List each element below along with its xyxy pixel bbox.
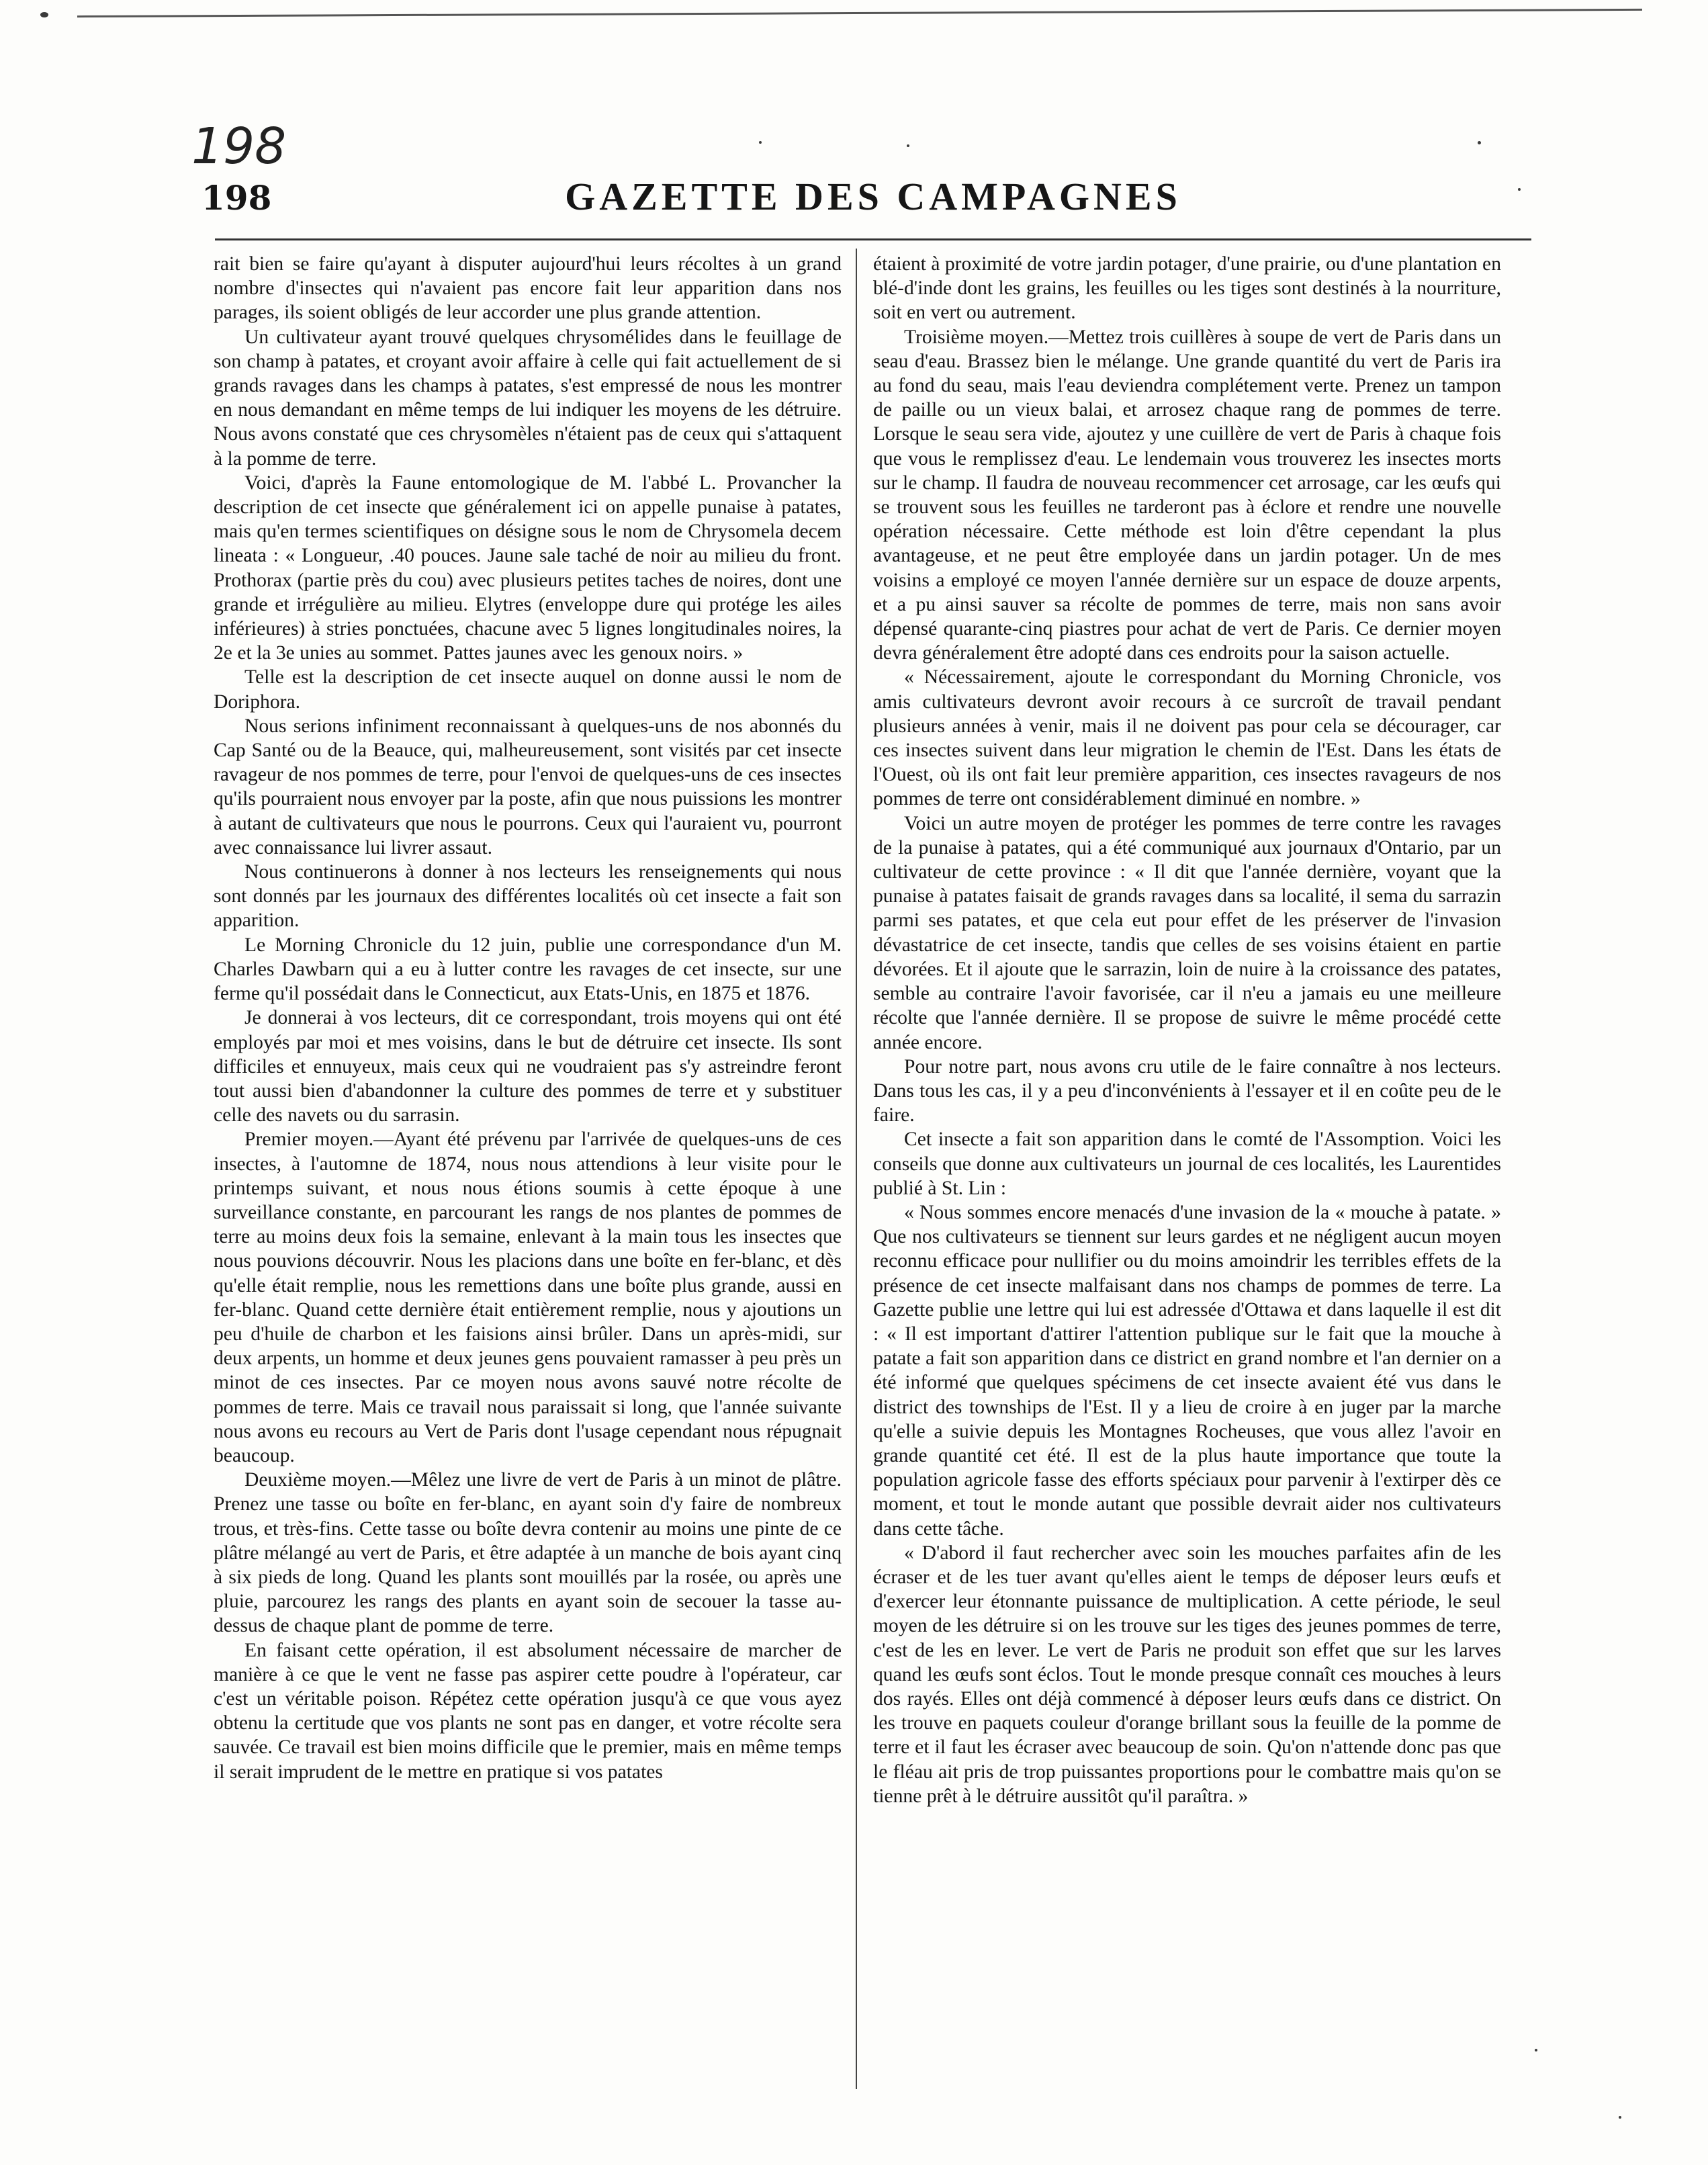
- paragraph: Le Morning Chronicle du 12 juin, publie une correspondance d'un M. Charles Dawbarn qui a eu à lutter contre les ravages de cet insecte, sur une ferme qu'il possédait dans le Connecticut, aux Etats-Unis, en 1875 et 1876.: [214, 934, 842, 1005]
- paragraph: Un cultivateur ayant trouvé quelques chrysomélides dans le feuillage de son champ à patates, et croyant avoir affaire à celle qui fait actuellement de si grands ravages dans les champs à patates, s'est empressé de nous les montrer en nous demandant en même temps de lui indiquer les moyens de les détruire. Nous avons constaté que ces chrysomèles n'étaient pas de ceux qui s'attaquent à la pomme de terre.: [214, 326, 842, 470]
- scan-speck: [907, 144, 909, 147]
- paragraph: « Nous sommes encore menacés d'une invasion de la « mouche à patate. » Que nos cultivateurs se tiennent sur leurs gardes et ne négligent aucun moyen reconnu efficace pour nullifier ou du moins amoindrir les terribles effets de la présence de cet insecte malfaisant dans nos champs de pommes de terre. La Gazette publie une lettre qui lui est adressée d'Ottawa et dans laquelle il est dit : « Il est important d'attirer l'attention publique sur le fait que la mouche à patate a fait son apparition dans ce district en grand nombre et l'an dernier on a été informé que quelques spécimens de cet insecte avaient été vus dans le district des townships de l'Est. Il y a lieu de croire à en juger par la marche qu'elle a suivie depuis les Montagnes Rocheuses, que vous allez l'avoir en grande quantité cet été. Il est de la plus haute importance que toute la population agricole fasse des efforts spéciaux pour parvenir à l'extirper dès ce moment, et tout le monde autant que possible devrait aider nos cultivateurs dans cette tâche.: [873, 1201, 1501, 1540]
- right-column: [873, 252, 1501, 1808]
- paragraph: Nous serions infiniment reconnaissant à quelques-uns de nos abonnés du Cap Santé ou de la Beauce, qui, malheureusement, sont visités par cet insecte ravageur de nos pommes de terre, pour l'envoi de quelques-uns de ces insectes qu'ils pourraient nous envoyer par la poste, afin que nous puissions les montrer à autant de cultivateurs que nous le pourrons. Ceux qui l'auraient vu, pourront avec connaissance lui livrer assaut.: [214, 715, 842, 858]
- scan-speck: [1478, 141, 1481, 144]
- paragraph: Voici un autre moyen de protéger les pommes de terre contre les ravages de la punaise à patates, qui a été communiqué aux journaux d'Ontario, par un cultivateur de cette province : « Il dit que l'année dernière, voyant que la punaise à patates faisait de grands ravages dans sa localité, il sema du sarrazin parmi ses patates, et que cela eut pour effet de les préserver de l'invasion dévastatrice de cet insecte, tandis que celles de ses voisins étaient en partie dévorées. Et il ajoute que le sarrazin, loin de nuire à la croissance des patates, semble au contraire l'avoir favorisée, car il n'eu a jamais eu une meilleure récolte que l'année dernière. Il se propose de suivre le même procédé cette année encore.: [873, 812, 1501, 1053]
- top-edge-rule: [77, 9, 1642, 20]
- newspaper-title: GAZETTE DES CAMPAGNES: [565, 175, 1181, 218]
- paragraph: Deuxième moyen.—Mêlez une livre de vert de Paris à un minot de plâtre. Prenez une tasse ou boîte en fer-blanc, en ayant soin d'y faire de nombreux trous, et très-fins. Cette tasse ou boîte devra contenir au moins une pinte de ce plâtre mélangé au vert de Paris, et être adaptée à un manche de bois ayant cinq à six pieds de long. Quand les plants sont mouillés par la rosée, ou après une pluie, parcourez les rangs des plants en ayant soin de secouer la tasse au-dessus de chaque plant de pomme de terre.: [214, 1469, 842, 1637]
- paragraph: « Nécessairement, ajoute le correspondant du Morning Chronicle, vos amis cultivateurs devront avoir recours à ce surcroît de travail pendant plusieurs années à venir, mais il ne doivent pas pour cela se décourager, car ces insectes suivent dans leur migration le chemin de l'Est. Dans les états de l'Ouest, où ils ont fait leur première apparition, ces insectes ravageurs de nos pommes de terre ont considérablement diminué en nombre. »: [873, 666, 1501, 810]
- scan-speck: [1518, 188, 1521, 191]
- page-number: 198: [201, 178, 272, 218]
- paragraph: Premier moyen.—Ayant été prévenu par l'arrivée de quelques-uns de ces insectes, à l'automne de 1874, nous nous attendions à leur visite pour le printemps suivant, et nous nous étions soumis à cette époque à une surveillance constante, en parcourant les rangs de nos plantes de pommes de terre au moins deux fois la semaine, enlevant à la main tous les insectes que nous pouvions découvrir. Nous les placions dans une boîte en fer-blanc, et dès qu'elle était remplie, nous les remettions dans une boîte plus grande, aussi en fer-blanc. Quand cette dernière était entièrement remplie, nous y ajoutions un peu d'huile de charbon et les faisions ainsi brûler. Dans un après-midi, sur deux arpents, un homme et deux jeunes gens pouvaient ramasser à peu près un minot de ces insectes. Par ce moyen nous avons sauvé notre récolte de pommes de terre. Mais ce travail nous paraissait si long, que l'année suivante nous avons eu recours au Vert de Paris dont l'usage cependant nous répugnait beaucoup.: [214, 1129, 842, 1466]
- scan-speck: [759, 141, 762, 144]
- paragraph: Je donnerai à vos lecteurs, dit ce correspondant, trois moyens qui ont été employés par moi et mes voisins, dans le but de détruire cet insecte. Ils sont difficiles et ennuyeux, mais ceux qui ne voudraient pas s'y astreindre feront tout aussi bien d'abandonner la culture des pommes de terre et y substituer celle des navets ou du sarrasin.: [214, 1007, 842, 1126]
- handwritten-page-number: 198: [191, 118, 287, 175]
- paragraph: Telle est la description de cet insecte auquel on donne aussi le nom de Doriphora.: [214, 666, 842, 713]
- paragraph: rait bien se faire qu'ayant à disputer aujourd'hui leurs récoltes à un grand nombre d'insectes qui n'avaient pas encore fait leur apparition dans nos parages, ils soient obligés de leur accorder une plus grande attention.: [214, 253, 842, 324]
- left-column: [214, 252, 842, 1784]
- paragraph: Cet insecte a fait son apparition dans le comté de l'Assomption. Voici les conseils que donne aux cultivateurs un journal de ces localités, les Laurentides publié à St. Lin :: [873, 1129, 1501, 1199]
- paragraph: « D'abord il faut rechercher avec soin les mouches parfaites afin de les écraser et de les tuer avant qu'elles aient le temps de déposer leurs œufs et d'exercer leur étonnante puissance de multiplication. A cette période, le seul moyen de les détruire si on les trouve sur les tiges des jeunes pommes de terre, c'est de les en lever. Le vert de Paris ne produit son effet que sur les larves quand les œufs sont éclos. Tout le monde presque connaît ces mouches à leurs dos rayés. Elles ont déjà commencé à déposer leurs œufs dans ce district. On les trouve en paquets couleur d'orange brillant sous la feuille de la pomme de terre et il faut les écraser avec beaucoup de soin. Qu'on n'attende donc pas que le fléau ait pris de trop puissantes proportions pour le combattre mais qu'on se tienne prêt à le détruire aussitôt qu'il paraîtra. »: [873, 1542, 1501, 1807]
- paragraph: Nous continuerons à donner à nos lecteurs les renseignements qui nous sont donnés par les journaux des différentes localités où cet insecte a fait son apparition.: [214, 861, 842, 932]
- paragraph: étaient à proximité de votre jardin potager, d'une prairie, ou d'une plantation en blé-d'inde dont les grains, les feuilles ou les tiges sont destinés à la nourriture, soit en vert ou autrement.: [873, 253, 1501, 324]
- page-header: [201, 171, 1545, 225]
- scan-speck: [1619, 2116, 1621, 2119]
- scan-speck: [40, 12, 48, 17]
- paragraph: Voici, d'après la Faune entomologique de M. l'abbé L. Provancher la description de cet insecte que généralement ici on appelle punaise à patates, mais qu'en termes scientifiques on désigne sous le nom de Chrysomela decem lineata : « Longueur, .40 pouces. Jaune sale taché de noir au milieu du front. Prothorax (partie près du cou) avec plusieurs petites taches de noires, dont une grande et irrégulière au milieu. Elytres (enveloppe dure qui protége les ailes inférieures) à stries ponctuées, chacune avec 5 lignes longitudinales noires, la 2e et la 3e unies au sommet. Pattes jaunes avec les genoux noirs. »: [214, 472, 842, 664]
- scan-speck: [1535, 2049, 1537, 2051]
- paragraph: Pour notre part, nous avons cru utile de le faire connaître à nos lecteurs. Dans tous les cas, il y a peu d'inconvénients à l'essayer et il en coûte peu de le faire.: [873, 1055, 1501, 1126]
- column-divider: [856, 249, 857, 2089]
- paragraph: Troisième moyen.—Mettez trois cuillères à soupe de vert de Paris dans un seau d'eau. Brassez bien le mélange. Une grande quantité du vert de Paris ira au fond du seau, mais l'eau deviendra complétement verte. Prenez un tampon de paille ou un vieux balai, et arrosez chaque rang de pommes de terre. Lorsque le seau sera vide, ajoutez y une cuillère de vert de Paris à chaque fois que vous le remplissez d'eau. Le lendemain vous trouverez les insectes morts sur le champ. Il faudra de nouveau recommencer cet arrosage, car les œufs qui se trouvent sous les feuilles ne tarderont pas à éclore et rendre une nouvelle opération nécessaire. Cette méthode est loin d'être cependant la plus avantageuse, et ne peut être employée dans un jardin potager. Un de mes voisins a employé ce moyen l'année dernière sur un espace de douze arpents, et a pu ainsi sauver sa récolte de pommes de terre, mais non sans avoir dépensé quarante-cinq piastres pour achat de vert de Paris. Ce dernier moyen devra généralement être adopté dans ces endroits pour la saison actuelle.: [873, 326, 1501, 664]
- paragraph: En faisant cette opération, il est absolument nécessaire de marcher de manière à ce que le vent ne fasse pas aspirer cette poudre à l'opérateur, car c'est un véritable poison. Répétez cette opération jusqu'à ce que vous ayez obtenu la certitude que vos plants ne sont pas en danger, et votre récolte sera sauvée. Ce travail est bien moins difficile que le premier, mais en même temps il serait imprudent de le mettre en pratique si vos patates: [214, 1639, 842, 1783]
- header-rule: [215, 238, 1531, 240]
